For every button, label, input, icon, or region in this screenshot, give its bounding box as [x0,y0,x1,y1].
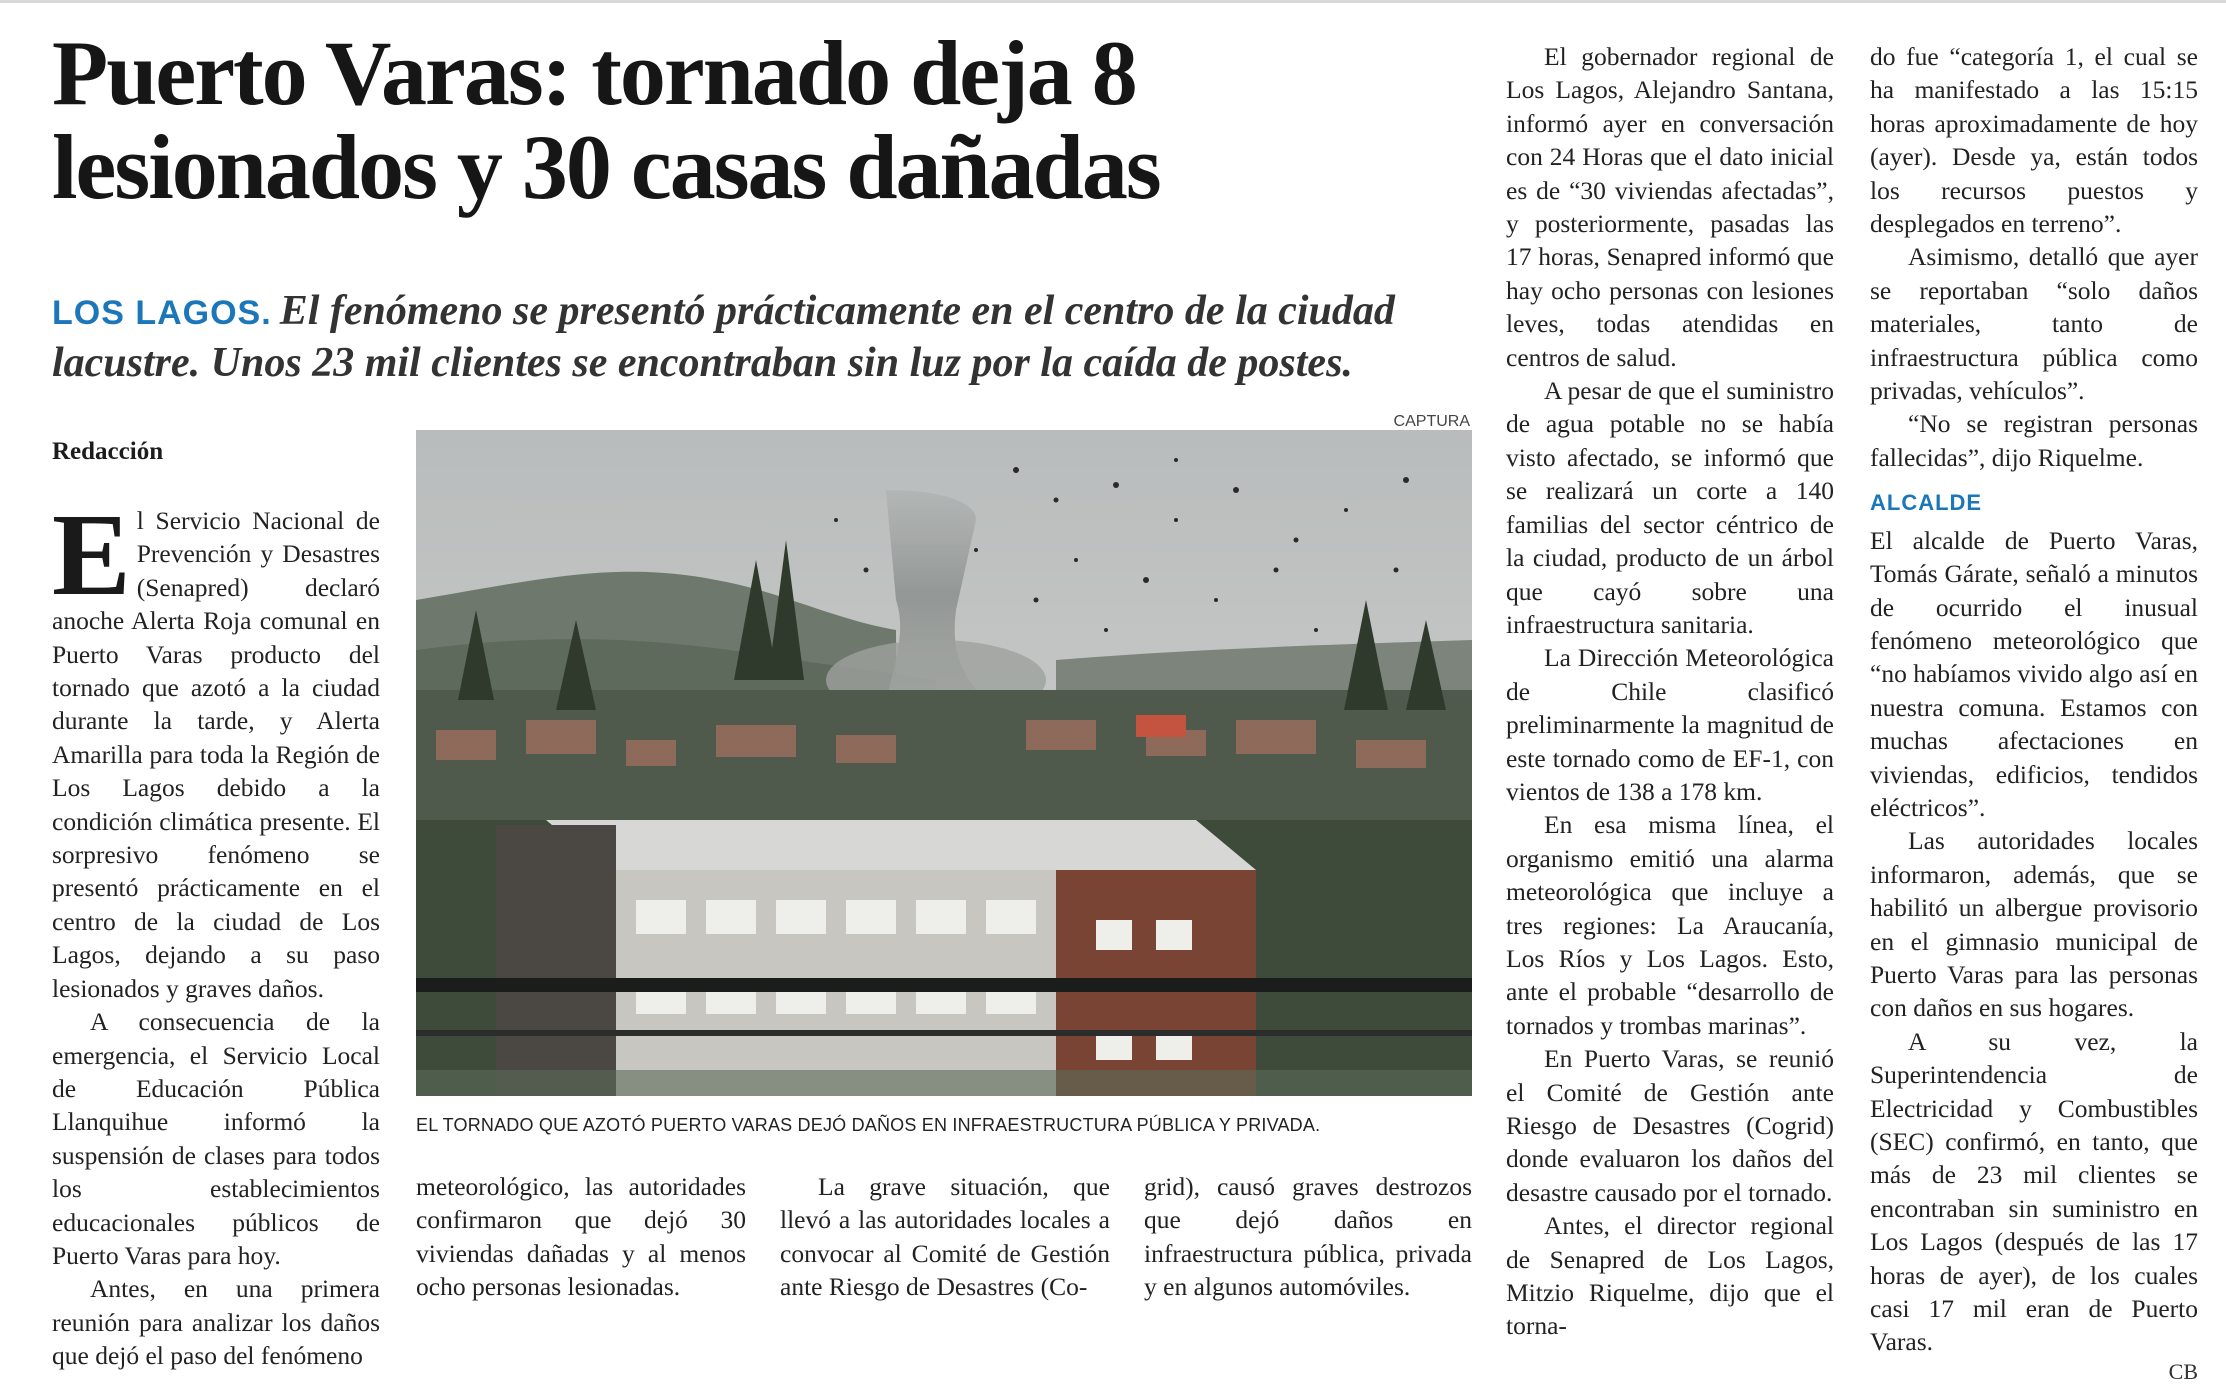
paragraph: Las autoridades locales informaron, además, que se habilitó un albergue provisorio en el gimnasio municipal de Puerto Varas para las personas con daños en sus hogares. [1870,826,2198,1023]
paragraph: La Dirección Meteorológica de Chile clasificó preliminarmente la magnitud de este tornado como de EF-1, con vientos de 138 a 178 km. [1506,643,1834,806]
column-6 [1870,40,2198,1388]
paragraph: “No se registran personas fallecidas”, dijo Riquelme. [1870,409,2198,472]
top-rule [0,0,2226,3]
paragraph [52,489,380,1005]
paragraph: Antes, el director regional de Senapred de Los Lagos, Mitzio Riquelme, dijo que el torna- [1506,1211,1834,1341]
paragraph: Asimismo, detalló que ayer se reportaban “solo daños materiales, tanto de infraestructura pública como privadas, vehículos”. [1870,242,2198,406]
paragraph: El gobernador regional de Los Lagos, Alejandro Santana, informó ayer en conversación con 24 Horas que el dato inicial es de “30 viviendas afectadas”, y posteriormente, pasadas las 17 horas, Senapred informó que hay ocho personas con lesiones leves, todas atendidas en centros de salud. [1506,42,1834,372]
subhead-alcalde: ALCALDE [1870,490,1983,516]
paragraph-text: l Servicio Nacional de Prevención y Desastres (Senapred) declaró anoche Alerta Roja comunal en Puerto Varas producto del tornado que azotó a la ciudad durante la tarde, y Alerta Amarilla para toda la Región de Los Lagos debido a la condición climática presente. El sorpresivo fenómeno se presentó prácticamente en el centro de la ciudad de Los Lagos, dejando a su paso lesionados y graves daños. [52,506,380,1003]
paragraph: En esa misma línea, el organismo emitió una alarma meteorológica que incluye a tres regiones: La Araucanía, Los Ríos y Los Lagos. Esto, ante el probable “desarrollo de tornados y trombas marinas”. [1506,810,1834,1040]
deck [52,286,1492,388]
paragraph: En Puerto Varas, se reunió el Comité de Gestión ante Riesgo de Desastres (Cogrid) donde evaluaron los daños del desastre causado por el tornado. [1506,1044,1834,1207]
paragraph: A consecuencia de la emergencia, el Servicio Local de Educación Pública Llanquihue informó la suspensión de clases para todos los establecimientos educacionales públicos de Puerto Varas para hoy. [52,1007,380,1270]
deck-text: El fenómeno se presentó prácticamente en el centro de la ciudad lacustre. Unos 23 mil clientes se encontraban sin luz por la caída de postes. [52,288,1395,386]
paragraph: El alcalde de Puerto Varas, Tomás Gárate, señaló a minutos de ocurrido el inusual fenómeno meteorológico que “no habíamos vivido algo así en nuestra comuna. Estamos con muchas afectaciones en viviendas, edificios, tendidos eléctricos”. [1870,525,2198,822]
photo-credit: CAPTURA [1393,413,1470,430]
tornado-photo [416,430,1472,1096]
headline: Puerto Varas: tornado deja 8 lesionados y 30 casas dañadas [52,22,1160,218]
paragraph: do fue “categoría 1, el cual se ha manifestado a las 15:15 horas aproximadamente de hoy (ayer). Desde ya, están todos los recursos puestos y desplegados en terreno”. [1870,42,2198,239]
paragraph: grid), causó graves destrozos que dejó daños en infraestructura pública, privada y en algunos automóviles. [1144,1172,1472,1302]
byline: Redacción [52,438,164,465]
column-2 [416,1170,746,1304]
paragraph: A su vez, la Superintendencia de Electricidad y Combustibles (SEC) confirmó, en tanto, que más de 23 mil clientes se encontraban sin suministro en Los Lagos (después de las 17 horas de ayer), de los cuales casi 17 mil eran de Puerto Varas. [1870,1026,2198,1357]
paragraph: meteorológico, las autoridades confirmaron que dejó 30 viviendas dañadas y al menos ocho personas lesionadas. [416,1172,746,1302]
column-3 [780,1170,1110,1304]
author-endmark: CB [2168,1358,2198,1384]
column-4 [1144,1170,1472,1304]
column-1 [52,489,380,1373]
paragraph: La grave situación, que llevó a las autoridades locales a convocar al Comité de Gestión ante Riesgo de Desastres (Co- [780,1172,1110,1302]
column-5 [1506,40,1834,1343]
photo-caption: EL TORNADO QUE AZOTÓ PUERTO VARAS DEJÓ DAÑOS EN INFRAESTRUCTURA PÚBLICA Y PRIVADA. [416,1115,1321,1135]
paragraph: A pesar de que el suministro de agua potable no se había visto afectado, se informó que se realizará un corte a 140 familias del sector céntrico de la ciudad, producto de un árbol que cayó sobre una infraestructura sanitaria. [1506,376,1834,639]
paragraph: Antes, en una primera reunión para analizar los daños que dejó el paso del fenómeno [52,1274,380,1371]
kicker: LOS LAGOS. [52,294,272,332]
dropcap: E [52,489,131,620]
